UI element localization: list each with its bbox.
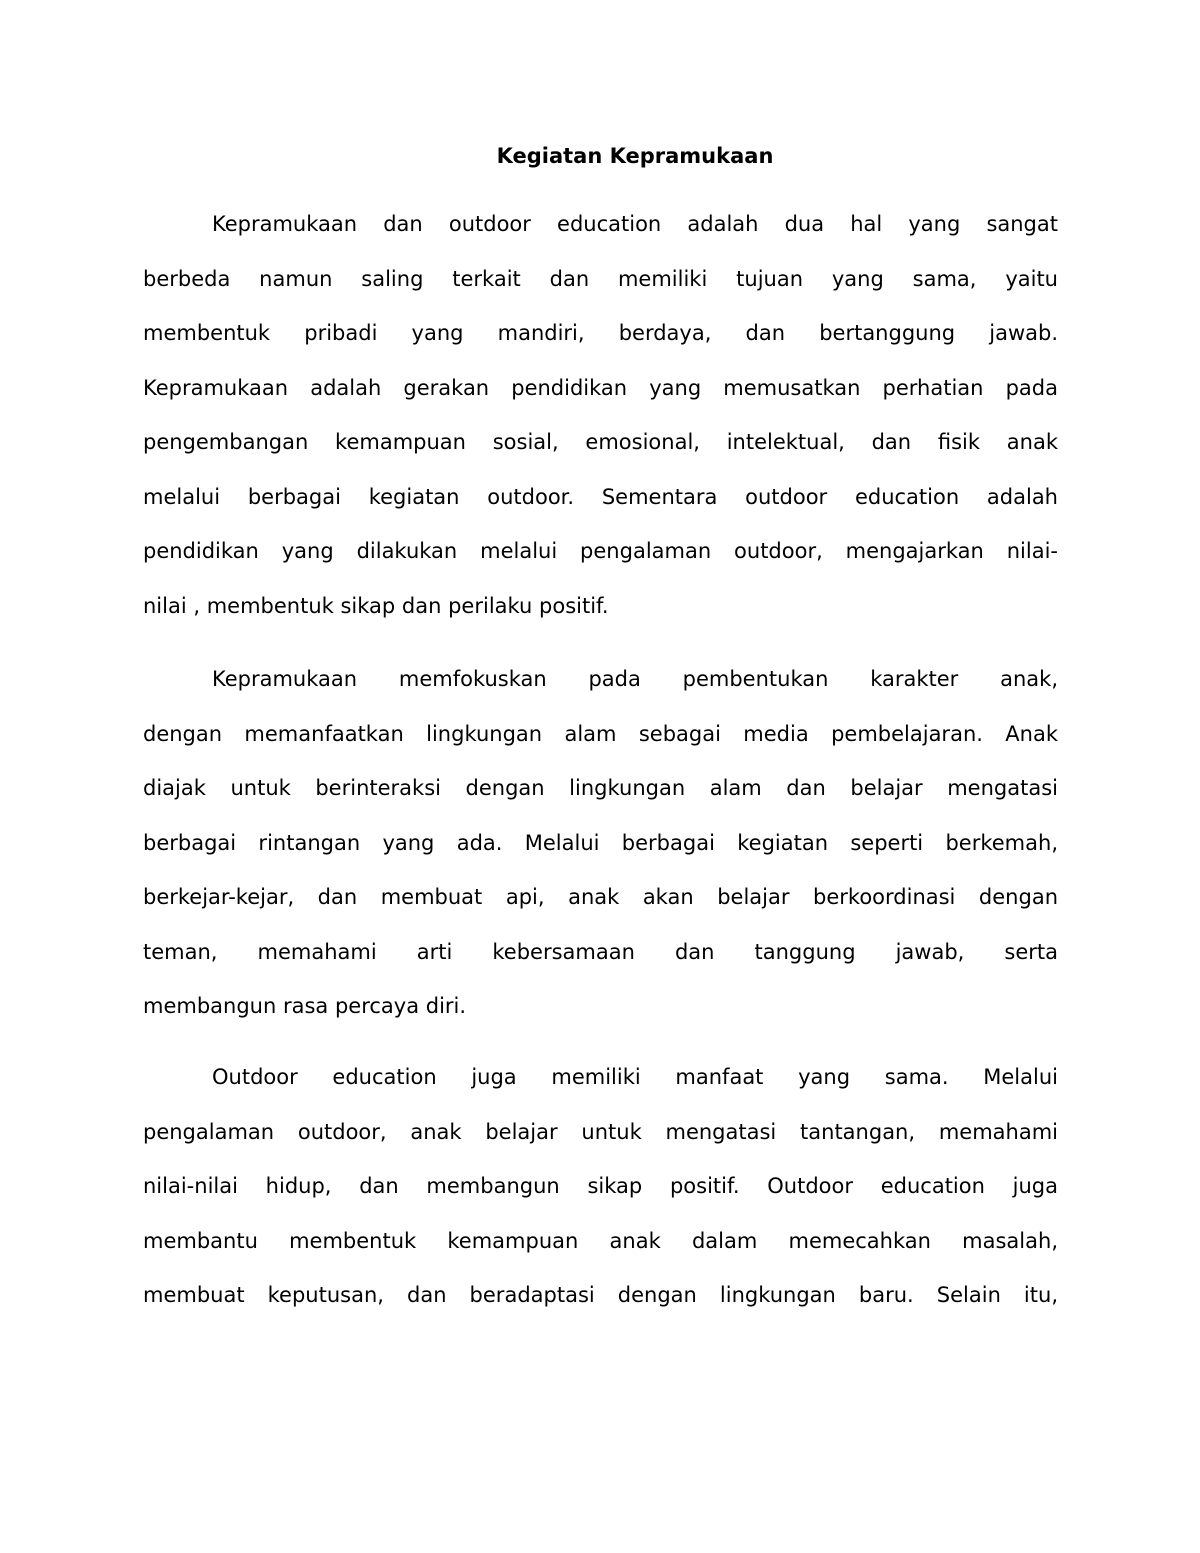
paragraph-line: berbagai rintangan yang ada. Melalui berbagai kegiatan seperti berkemah, — [143, 830, 1058, 855]
paragraph-line: Kepramukaan adalah gerakan pendidikan yang memusatkan perhatian pada — [143, 375, 1058, 400]
paragraph-line: nilai , membentuk sikap dan perilaku positif. — [143, 593, 609, 618]
paragraph-line: berkejar-kejar, dan membuat api, anak akan belajar berkoordinasi dengan — [143, 885, 1058, 909]
paragraph-line: Outdoor education juga memiliki manfaat yang sama. Melalui — [212, 1065, 1058, 1089]
paragraph-line: membuat keputusan, dan beradaptasi dengan lingkungan baru. Selain itu, — [143, 1283, 1058, 1307]
paragraph-line: nilai-nilai hidup, dan membangun sikap positif. Outdoor education juga — [143, 1174, 1058, 1198]
paragraph-line: Kepramukaan memfokuskan pada pembentukan karakter anak, — [212, 667, 1058, 691]
paragraph-line: berbeda namun saling terkait dan memiliki tujuan yang sama, yaitu — [143, 266, 1058, 291]
paragraph-line: pendidikan yang dilakukan melalui pengalaman outdoor, mengajarkan nilai- — [143, 539, 1058, 563]
paragraph-line: membantu membentuk kemampuan anak dalam memecahkan masalah, — [143, 1228, 1058, 1253]
paragraph-line: pengembangan kemampuan sosial, emosional, intelektual, dan fisik anak — [143, 430, 1058, 454]
paragraph-line: Kepramukaan dan outdoor education adalah dua hal yang sangat — [212, 212, 1058, 236]
paragraph-line: melalui berbagai kegiatan outdoor. Sementara outdoor education adalah — [143, 484, 1058, 509]
paragraph-line: pengalaman outdoor, anak belajar untuk mengatasi tantangan, memahami — [143, 1119, 1058, 1144]
paragraph-1 — [143, 197, 1058, 633]
paragraph-line: teman, memahami arti kebersamaan dan tanggung jawab, serta — [143, 939, 1058, 964]
paragraph-line: membentuk pribadi yang mandiri, berdaya, dan bertanggung jawab. — [143, 321, 1058, 345]
paragraph-2 — [143, 652, 1058, 1034]
paragraph-3 — [143, 1050, 1058, 1323]
paragraph-line: membangun rasa percaya diri. — [143, 994, 467, 1018]
document-title: Kegiatan Kepramukaan — [496, 144, 774, 168]
paragraph-line: dengan memanfaatkan lingkungan alam sebagai media pembelajaran. Anak — [143, 721, 1058, 746]
paragraph-line: diajak untuk berinteraksi dengan lingkungan alam dan belajar mengatasi — [143, 776, 1058, 800]
